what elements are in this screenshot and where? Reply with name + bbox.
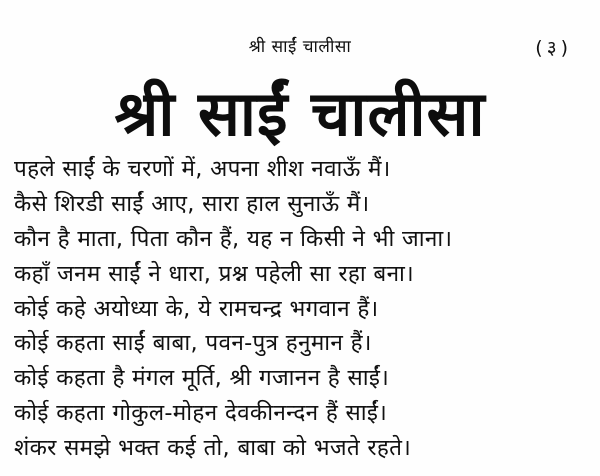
running-header [0, 34, 600, 62]
verse-list [14, 152, 590, 466]
running-title: श्री साईं चालीसा [248, 37, 352, 57]
verse-line: कहाँ जनम साईं ने धारा, प्रश्न पहेली सा रहा बना। [14, 260, 415, 287]
verse-line: कैसे शिरडी साईं आए, सारा हाल सुनाऊँ मैं। [14, 190, 370, 217]
verse-line: शंकर समझे भक्त कई तो, बाबा को भजते रहते। [14, 435, 412, 462]
verse-line: पहले साईं के चरणों में, अपना शीश नवाऊँ मैं। [14, 156, 391, 182]
verse-line: कोई कहता साईं बाबा, पवन-पुत्र हनुमान हैं। [14, 330, 372, 357]
page-title: श्री साईं चालीसा [114, 77, 486, 150]
verse-line: कौन है माता, पिता कौन हैं, यह न किसी ने भी जाना। [14, 225, 453, 252]
verse-line: कोई कहे अयोध्या के, ये रामचन्द्र भगवान हैं। [14, 295, 379, 322]
verse-line: कोई कहता गोकुल-मोहन देवकीनन्दन हैं साईं। [14, 400, 388, 427]
page-number: (३) [535, 37, 572, 59]
verse-line: कोई कहता है मंगल मूर्ति, श्री गजानन है साईं। [14, 365, 390, 392]
